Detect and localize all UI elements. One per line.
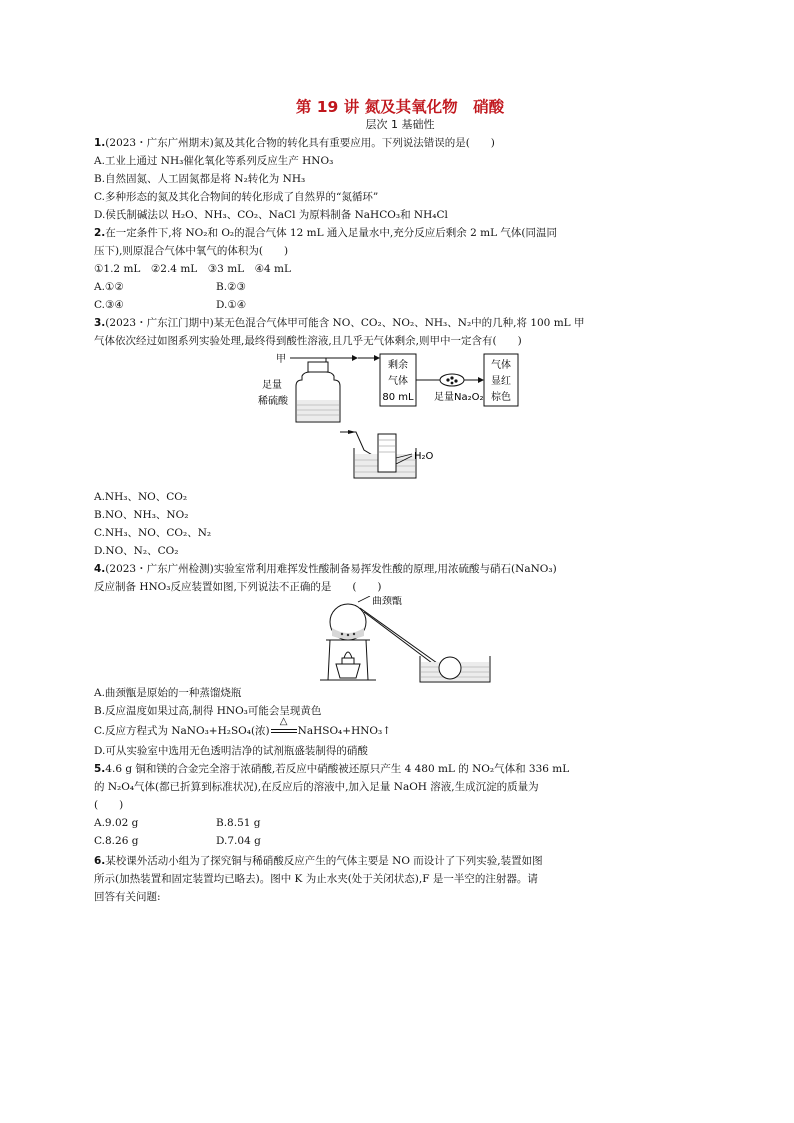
question-1: [94, 134, 706, 224]
question-stem-cont: 回答有关问题:: [94, 891, 161, 903]
worksheet-page: [94, 96, 706, 906]
question-5: [94, 760, 706, 850]
label-retort: 曲颈甑: [372, 596, 402, 607]
remaining-label-2: 气体: [388, 376, 408, 387]
option-c: C.8.26 g: [94, 835, 139, 847]
retort-neck: [360, 608, 444, 668]
question-stem: (2023・广东广州检测)实验室常利用难挥发性酸制备易挥发性酸的原理,用浓硫酸与硝石(NaNO₃): [105, 563, 557, 575]
question-number: 5.: [94, 763, 106, 775]
question-stem: (2023・广东江门期中)某无色混合气体甲可能含 NO、CO₂、NO₂、NH₃、N₂中的几种,将 100 mL 甲: [105, 317, 585, 329]
receiver-flask: [439, 657, 461, 679]
flame-icon: [344, 652, 352, 658]
question-2: [94, 224, 706, 314]
question-number: 6.: [94, 855, 106, 867]
question-6: [94, 852, 706, 906]
label-acid-1: 足量: [262, 380, 282, 391]
option-d: D.侯氏制碱法以 H₂O、NH₃、CO₂、NaCl 为原料制备 NaHCO₃和 NH₄Cl: [94, 209, 448, 221]
option-d: D.①④: [216, 299, 247, 311]
question-stem-cont: 压下),则原混合气体中氧气的体积为( ): [94, 245, 289, 257]
option-b: B.②③: [216, 281, 246, 293]
option-a: A.曲颈甑是原始的一种蒸馏烧瓶: [94, 687, 242, 699]
label-acid-2: 稀硫酸: [258, 396, 288, 407]
option-a: A.9.02 g: [94, 817, 139, 829]
question-stem-cont: 气体依次经过如图系列实验处理,最终得到酸性溶液,且几乎无气体剩余,则甲中一定含有( ): [94, 335, 522, 347]
experiment-diagram: [94, 350, 706, 488]
question-stem: (2023・广东广州期末)氮及其化合物的转化具有重要应用。下列说法错误的是( ): [105, 137, 495, 149]
option-b: B.NO、NH₃、NO₂: [94, 509, 189, 521]
question-stem-cont: 所示(加热装置和固定装置均已略去)。图中 K 为止水夹(处于关闭状态),F 是一半空的注射器。请: [94, 873, 538, 885]
retort-apparatus-svg: [94, 596, 706, 684]
page-title: 第 19 讲 氮及其氧化物 硝酸: [295, 98, 505, 116]
question-stem-cont: 反应制备 HNO₃反应装置如图,下列说法不正确的是 ( ): [94, 581, 382, 593]
question-stem: 在一定条件下,将 NO₂和 O₂的混合气体 12 mL 通入足量水中,充分反应后剩余 2 mL 气体(同温同: [105, 227, 557, 239]
result-label-2: 显红: [491, 376, 511, 387]
question-number: 2.: [94, 227, 106, 239]
question-number: 4.: [94, 563, 106, 575]
arrow-icon: [478, 377, 484, 383]
bottle-stopper: [308, 362, 328, 372]
option-b: B.8.51 g: [216, 817, 261, 829]
option-d: D.NO、N₂、CO₂: [94, 545, 179, 557]
acid-liquid: [297, 400, 339, 421]
question-number: 1.: [94, 137, 106, 149]
alcohol-lamp: [336, 664, 360, 678]
question-stem-cont: ( ): [94, 799, 124, 811]
label-na2o2: 足量Na₂O₂: [434, 392, 484, 403]
value-list: ①1.2 mL ②2.4 mL ③3 mL ④4 mL: [94, 263, 291, 275]
option-a: A.①②: [94, 281, 124, 293]
option-c: C.③④: [94, 299, 124, 311]
heat-condition: △: [270, 720, 298, 742]
retort-diagram: [94, 596, 706, 684]
option-a: A.NH₃、NO、CO₂: [94, 491, 188, 503]
result-label-1: 气体: [491, 360, 511, 371]
arrow-icon: [374, 355, 380, 361]
question-number: 3.: [94, 317, 106, 329]
question-stem: 4.6 g 铜和镁的合金完全溶于浓硝酸,若反应中硝酸被还原只产生 4 480 mL 的 NO₂气体和 336 mL: [105, 763, 570, 775]
label-water: H₂O: [414, 451, 434, 462]
option-b: B.反应温度如果过高,制得 HNO₃可能会呈现黄色: [94, 705, 322, 717]
result-label-3: 棕色: [491, 392, 511, 403]
remaining-volume: 80 mL: [382, 392, 414, 403]
question-4: [94, 560, 706, 760]
option-c: C.NH₃、NO、CO₂、N₂: [94, 527, 212, 539]
question-stem: 某校课外活动小组为了探究铜与稀硝酸反应产生的气体主要是 NO 而设计了下列实验,装置如图: [105, 855, 543, 867]
option-d: D.可从实验室中选用无色透明洁净的试剂瓶盛装制得的硝酸: [94, 745, 368, 757]
question-stem-cont: 的 N₂O₄气体(都已折算到标准状况),在反应后的溶液中,加入足量 NaOH 溶液,生成沉淀的质量为: [94, 781, 539, 793]
remaining-label-1: 剩余: [388, 360, 408, 371]
option-c: C.反应方程式为 NaNO₃+H₂SO₄(浓) △ NaHSO₄+HNO₃↑: [94, 720, 706, 742]
label-jia: 甲: [276, 354, 286, 365]
level-subtitle: 层次 1 基础性: [365, 118, 435, 131]
option-c: C.多种形态的氮及其化合物间的转化形成了自然界的“氮循环”: [94, 191, 379, 203]
option-b: B.自然固氮、人工固氮都是将 N₂转化为 NH₃: [94, 173, 306, 185]
arrow-icon: [352, 355, 358, 361]
option-a: A.工业上通过 NH₃催化氧化等系列反应生产 HNO₃: [94, 155, 334, 167]
gas-apparatus-svg: [94, 350, 706, 488]
option-d: D.7.04 g: [216, 835, 261, 847]
question-3: [94, 314, 706, 560]
